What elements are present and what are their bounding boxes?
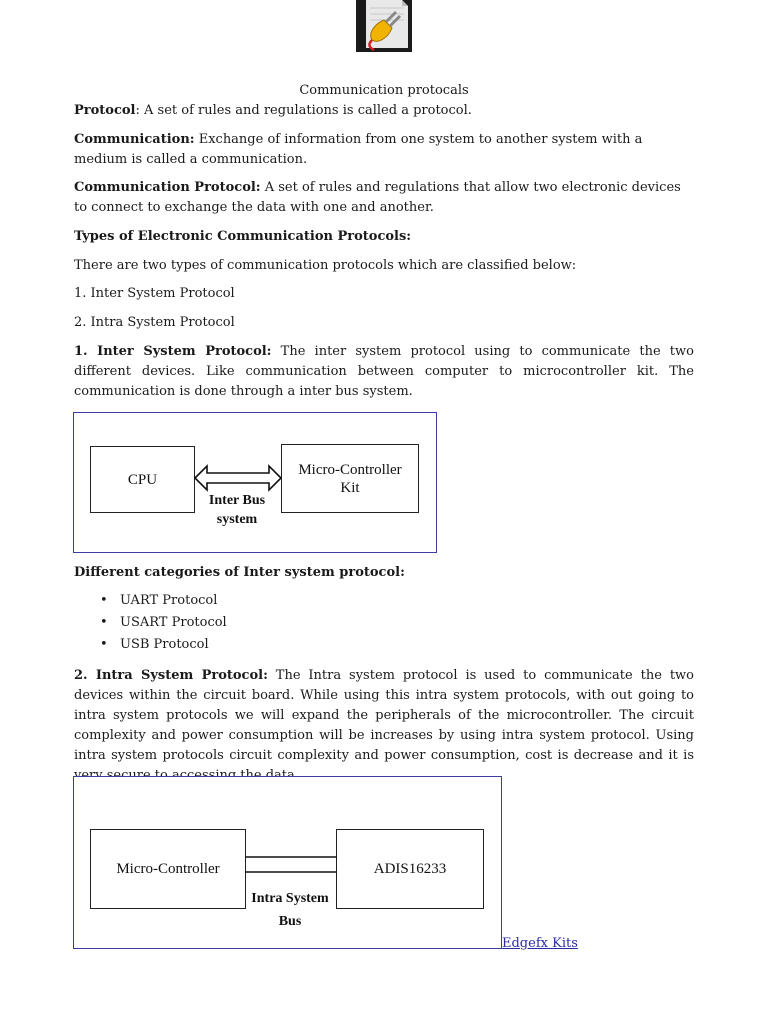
definition-communication (74, 130, 694, 170)
microcontroller-kit-label (298, 461, 401, 497)
term: Communication: (74, 132, 195, 147)
cpu-label: CPU (127, 471, 158, 488)
adis-box (336, 829, 484, 909)
heading-text: Different categories of Inter system protocol: (74, 565, 405, 580)
list-item (100, 591, 217, 611)
microcontroller-kit-box (281, 444, 419, 513)
intra-system-paragraph (74, 666, 694, 786)
bullet: • (100, 593, 108, 608)
plug-icon (356, 0, 412, 52)
label-line: Intra System (251, 891, 329, 906)
definition-text: A set of rules and regulations that allow two electronic devices to connect to exchange the data with one and another. (74, 180, 681, 215)
list-item (100, 613, 227, 633)
list-item-text: UART Protocol (120, 593, 218, 608)
paragraph-text: The inter system protocol using to communicate the two different devices. Like communication between computer to microcontroller kit. The communication is done through a inter bus system. (74, 344, 694, 399)
list-item (100, 635, 209, 655)
bullet: • (100, 637, 108, 652)
adis-label: ADIS16233 (373, 861, 447, 877)
paragraph-text: The Intra system protocol is used to communicate the two devices within the circuit board. While using this intra system protocols, with out going to intra system protocols we will expand the peripherals of the microcontroller. The circuit complexity and power consumption will be increases by using intra system protocol. Using intra system protocols circuit complexity and power consumption, cost is decrease and it is (74, 668, 695, 763)
types-intro: There are two types of communication protocols which are classified below: (74, 258, 577, 273)
type-item-1: 1. Inter System Protocol (74, 286, 235, 301)
definition-protocol (74, 101, 694, 121)
bus-lines (245, 853, 337, 877)
heading-text: Types of Electronic Communication Protocols: (74, 229, 412, 244)
inter-bus-label (192, 491, 282, 529)
term: Communication Protocol: (74, 180, 261, 195)
list-item-text: USB Protocol (120, 637, 209, 652)
bullet: • (100, 615, 108, 630)
label-line: Micro-Controller (298, 461, 402, 478)
microcontroller-box (90, 829, 246, 909)
types-heading (74, 227, 694, 247)
intra-bus-label (240, 887, 340, 933)
label-line: Bus (278, 914, 302, 929)
cpu-box (90, 446, 195, 513)
list-item-text: USART Protocol (120, 615, 227, 630)
microcontroller-label: Micro-Controller (116, 861, 220, 877)
definition-text: : A set of rules and regulations is called a protocol. (135, 103, 472, 118)
double-arrow-icon (193, 463, 285, 493)
inter-bus-diagram (73, 412, 437, 553)
page-title: Communication protocals (299, 83, 469, 98)
categories-heading (74, 563, 694, 583)
inter-system-paragraph (74, 342, 694, 402)
type-item-2: 2. Intra System Protocol (74, 315, 235, 330)
term: 2. Intra System Protocol: (74, 668, 268, 683)
term: 1. Inter System Protocol: (74, 344, 272, 359)
label-line: system (216, 512, 258, 527)
definition-text: Exchange of information from one system to another system with a medium is called a communication. (74, 132, 643, 167)
label-line: Inter Bus (208, 493, 266, 508)
label-line: Kit (340, 479, 360, 496)
term: Protocol (74, 103, 136, 118)
source-link[interactable]: Edgefx Kits (502, 936, 578, 951)
definition-communication-protocol (74, 178, 694, 218)
intra-bus-diagram (73, 776, 502, 949)
